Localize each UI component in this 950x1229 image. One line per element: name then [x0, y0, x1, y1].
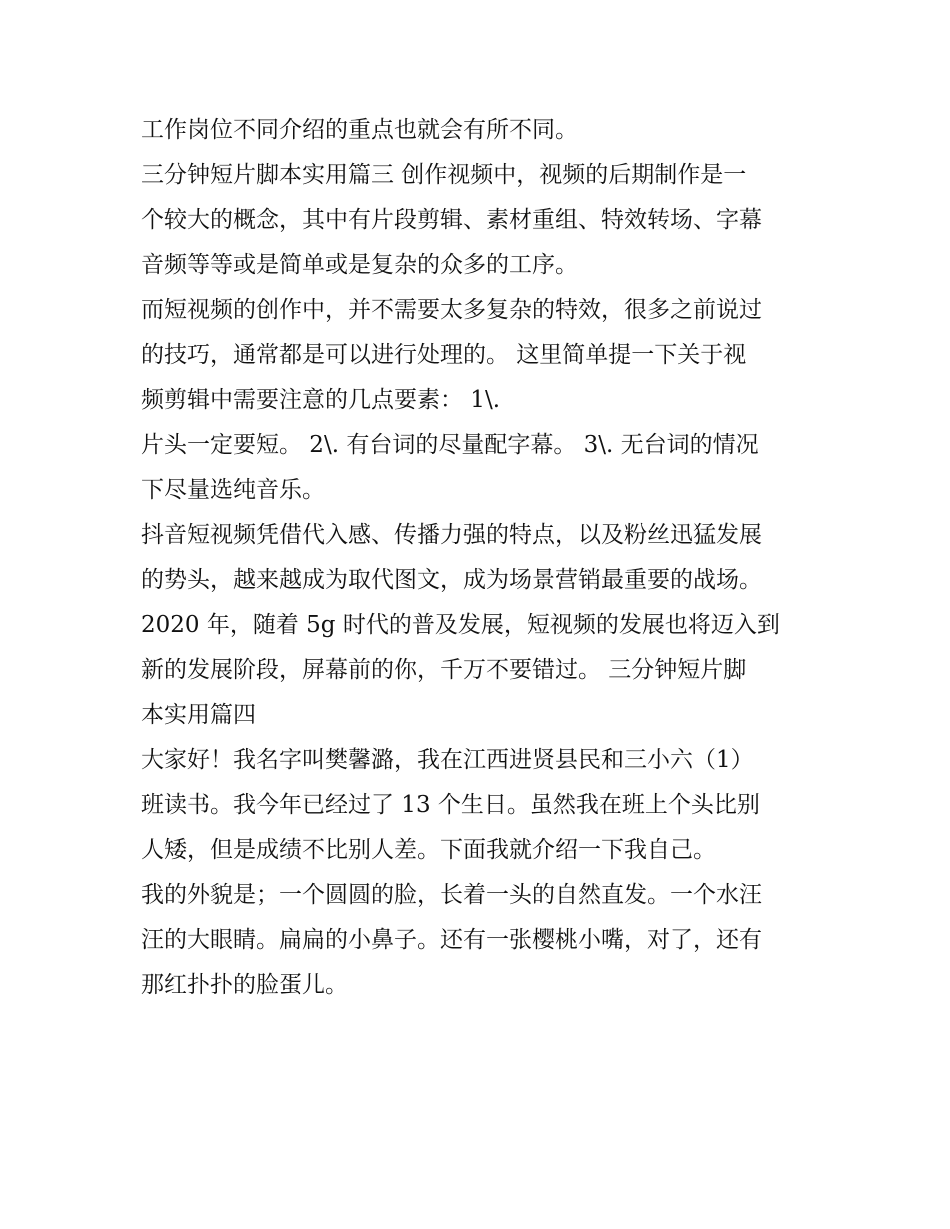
text-line: 我的外貌是；一个圆圆的脸，长着一头的自然直发。一个水汪 [141, 882, 762, 908]
text-line: 的势头，越来越成为取代图文，成为场景营销最重要的战场。 [141, 567, 762, 593]
text-line: 新的发展阶段，屏幕前的你，千万不要错过。 三分钟短片脚 [141, 657, 747, 683]
text-line: 三分钟短片脚本实用篇三 创作视频中，视频的后期制作是一 [141, 162, 747, 188]
text-line: 个较大的概念，其中有片段剪辑、素材重组、特效转场、字幕 [141, 207, 762, 233]
text-line: 的技巧，通常都是可以进行处理的。 这里简单提一下关于视 [141, 342, 747, 368]
body-text [141, 108, 821, 1008]
text-line: 班读书。我今年已经过了 13 个生日。虽然我在班上个头比别 [141, 792, 760, 818]
text-line: 片头一定要短。 2\. 有台词的尽量配字幕。 3\. 无台词的情况 [141, 432, 759, 458]
text-line: 人矮，但是成绩不比别人差。下面我就介绍一下我自己。 [141, 837, 716, 863]
text-line: 频剪辑中需要注意的几点要素： 1\. [141, 387, 501, 413]
text-line: 汪的大眼睛。扁扁的小鼻子。还有一张樱桃小嘴，对了，还有 [141, 927, 762, 953]
text-line: 抖音短视频凭借代入感、传播力强的特点，以及粉丝迅猛发展 [141, 522, 762, 548]
text-line: 音频等等或是简单或是复杂的众多的工序。 [141, 252, 578, 278]
text-line: 那红扑扑的脸蛋儿。 [141, 972, 348, 998]
text-line: 工作岗位不同介绍的重点也就会有所不同。 [141, 117, 578, 143]
text-line: 大家好！我名字叫樊馨潞，我在江西进贤县民和三小六（1） [141, 747, 754, 773]
text-line: 下尽量选纯音乐。 [141, 477, 325, 503]
text-line: 2020 年，随着 5g 时代的普及发展，短视频的发展也将迈入到 [141, 612, 780, 638]
text-line: 而短视频的创作中，并不需要太多复杂的特效，很多之前说过 [141, 297, 762, 323]
text-line: 本实用篇四 [141, 702, 256, 728]
